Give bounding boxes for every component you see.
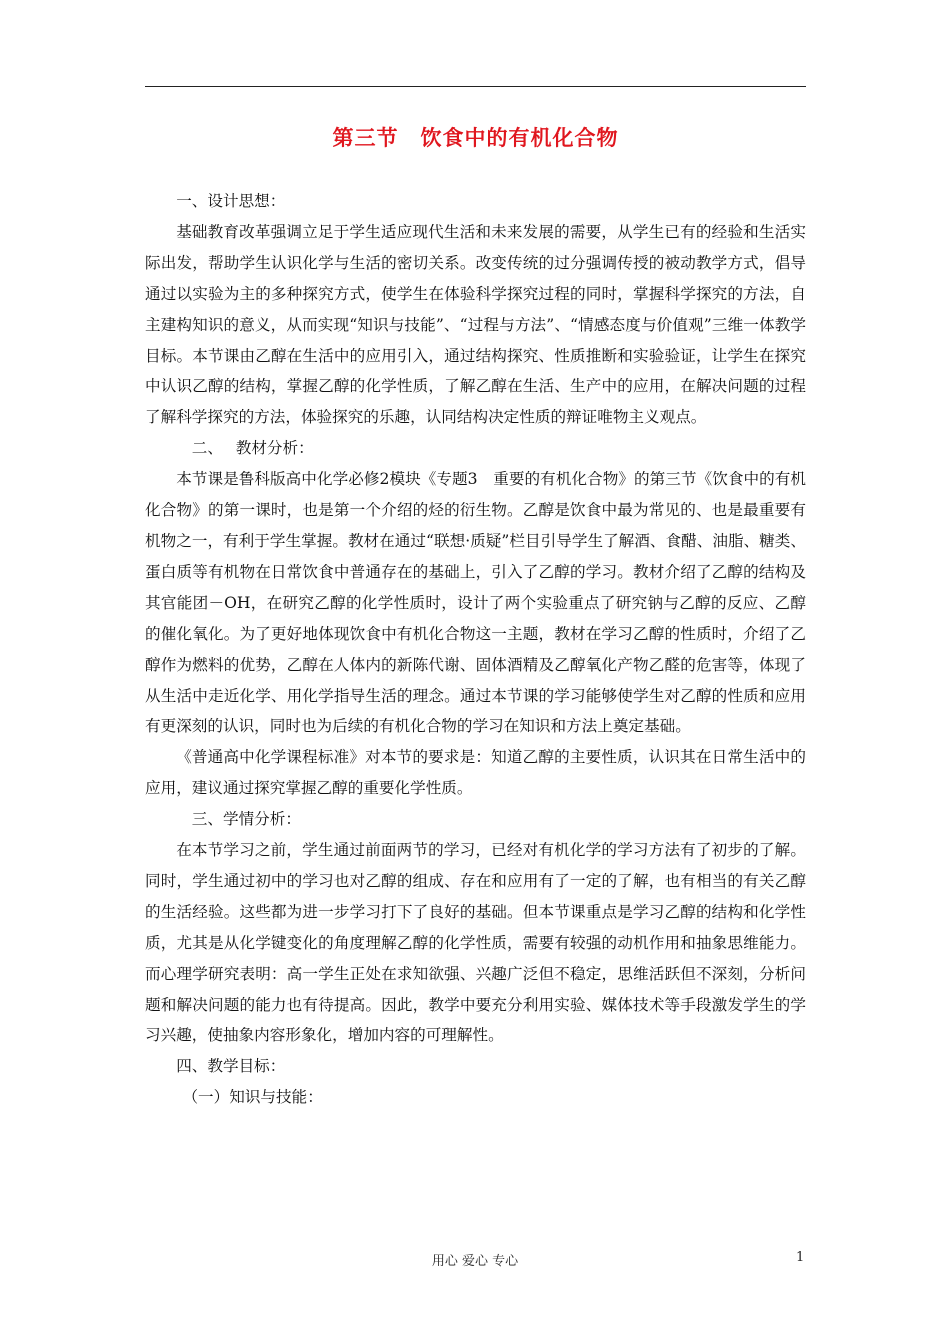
section-heading-students: 三、学情分析： (191, 810, 301, 829)
section-heading-design: 一、设计思想： (176, 192, 286, 210)
page-footer: 用心 爱心 专心 (431, 1254, 519, 1269)
paragraph-standard: 《普通高中化学课程标准》对本节的要求是：知道乙醇的主要性质，认识其在日常生活中的应用，建议通过探究掌握乙醇的重要化学性质。 (145, 748, 806, 798)
section-heading-textbook: 二、 教材分析： (191, 439, 314, 458)
page-title: 第三节 饮食中的有机化合物 (332, 126, 619, 150)
paragraph-students: 在本节学习之前，学生通过前面两节的学习，已经对有机化学的学习方法有了初步的了解。同时，学生通过初中的学习也对乙醇的组成、存在和应用有了一定的了解，也有相当的有关乙醇的生活经验。这些都为进一步学习打下了良好的基础。但本节课重点是学习乙醇的结构和化学性质，尤其是从化学键变化的角度理解乙醇的化学性质，需要有较强的动机作用和抽象思维能力。而心理学研究表明：高一学生正处在求知欲强、兴趣广泛但不稳定，思维活跃但不深刻，分析问题和解决问题的能力也有待提高。因此，教学中要充分利用实验、媒体技术等手段激发学生的学习兴趣，使抽象内容形象化，增加内容的可理解性。 (145, 841, 806, 1045)
header-rule (145, 86, 806, 87)
document-body (145, 186, 806, 1113)
page-number: 1 (796, 1250, 805, 1265)
section-heading-goals: 四、教学目标： (176, 1057, 286, 1076)
paragraph-textbook: 本节课是鲁科版高中化学必修2模块《专题3 重要的有机化合物》的第三节《饮食中的有机化合物》的第一课时，也是第一个介绍的烃的衍生物。乙醇是饮食中最为常见的、也是最重要有机物之一，有利于学生掌握。教材在通过“联想·质疑”栏目引导学生了解酒、食醋、油脂、糖类、蛋白质等有机物在日常饮食中普通存在的基础上，引入了乙醇的学习。教材介绍了乙醇的结构及其官能团－OH，在研究乙醇的化学性质时，设计了两个实验重点了研究钠与乙醇的反应、乙醇的催化氧化。为了更好地体现饮食中有机化合物这一主题，教材在学习乙醇的性质时，介绍了乙醇作为燃料的优势，乙醇在人体内的新陈代谢、固体酒精及乙醇氧化产物乙醛的危害等，体现了从生活中走近化学、用化学指导生活的理念。通过本节课的学习能够使学生对乙醇的性质和应用有更深刻的认识，同时也为后续的有机化合物的学习在知识和方法上奠定基础。 (145, 470, 806, 736)
subheading-knowledge: （一）知识与技能： (182, 1088, 323, 1107)
paragraph-design: 基础教育改革强调立足于学生适应现代生活和未来发展的需要，从学生已有的经验和生活实际出发，帮助学生认识化学与生活的密切关系。改变传统的过分强调传授的被动教学方式，倡导通过以实验为主的多种探究方式，使学生在体验科学探究过程的同时，掌握科学探究的方法，自主建构知识的意义，从而实现“知识与技能”、“过程与方法”、“情感态度与价值观”三维一体教学目标。本节课由乙醇在生活中的应用引入，通过结构探究、性质推断和实验验证，让学生在探究中认识乙醇的结构，掌握乙醇的化学性质，了解乙醇在生活、生产中的应用，在解决问题的过程了解科学探究的方法，体验探究的乐趣，认同结构决定性质的辩证唯物主义观点。 (145, 222, 806, 427)
